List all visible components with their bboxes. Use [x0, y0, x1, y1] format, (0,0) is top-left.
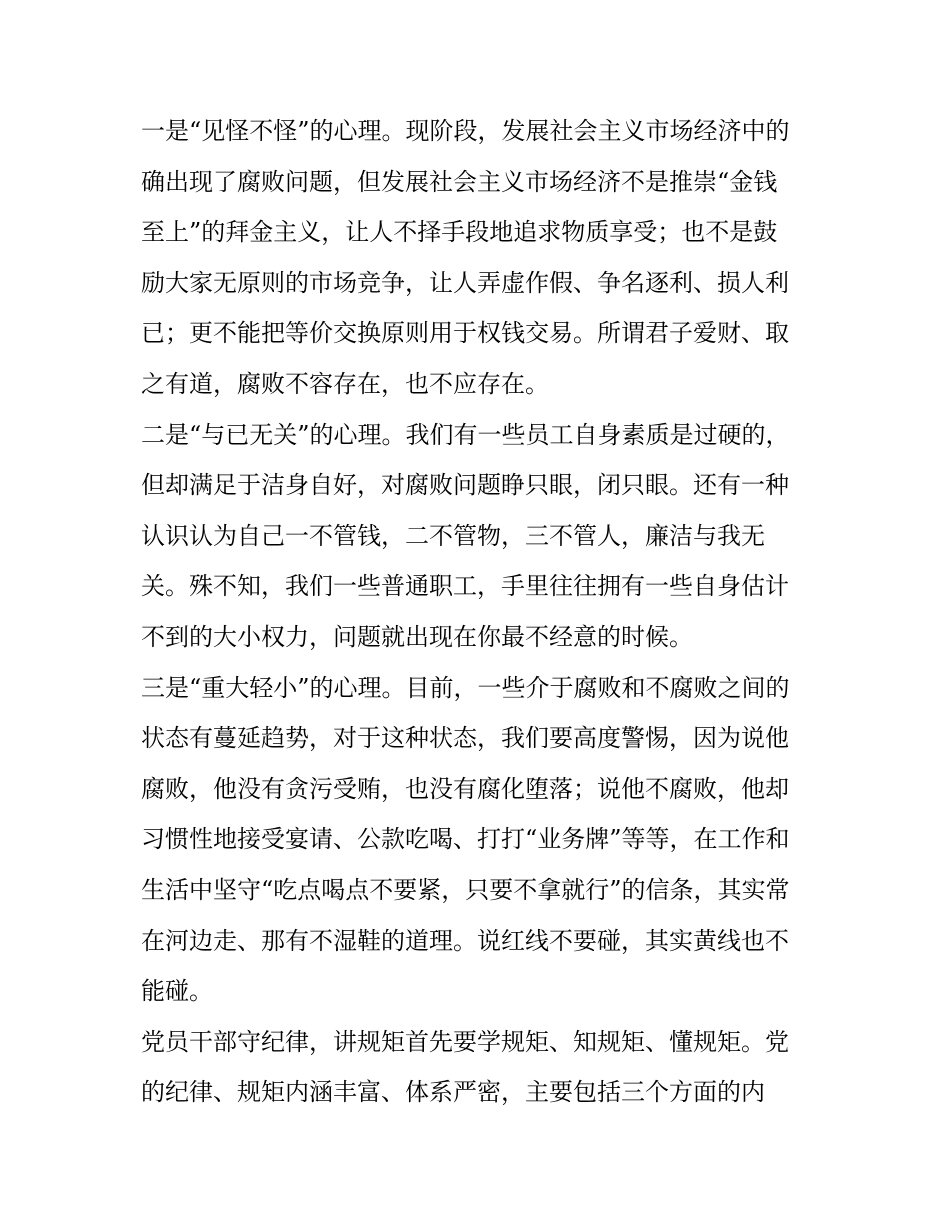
text-line: 党员干部守纪律，讲规矩首先要学规矩、知规矩、懂规矩。党	[141, 1027, 789, 1056]
text-line: 二是“与已无关”的心理。我们有一些员工自身素质是过硬的，	[141, 420, 790, 449]
text-line: 三是“重大轻小”的心理。目前，一些介于腐败和不腐败之间的	[141, 673, 790, 702]
paragraph-4	[141, 1017, 813, 1118]
text-line: 状态有蔓延趋势，对于这种状态，我们要高度警惕，因为说他	[141, 724, 789, 753]
text-line: 习惯性地接受宴请、公款吃喝、打打“业务牌”等等，在工作和	[141, 825, 790, 854]
text-line: 励大家无原则的市场竞争，让人弄虚作假、争名逐利、损人利	[141, 268, 789, 297]
paragraph-2	[141, 410, 813, 663]
text-line: 在河边走、那有不湿鞋的道理。说红线不要碰，其实黄线也不	[141, 926, 789, 955]
text-line: 能碰。	[141, 977, 213, 1006]
document-body	[141, 106, 813, 1118]
text-line: 但却满足于洁身自好，对腐败问题睁只眼，闭只眼。还有一种	[141, 471, 789, 500]
text-line: 腐败，他没有贪污受贿，也没有腐化堕落；说他不腐败，他却	[141, 774, 789, 803]
text-line: 认识认为自己一不管钱，二不管物，三不管人，廉洁与我无	[141, 521, 765, 550]
text-line: 至上”的拜金主义，让人不择手段地追求物质享受；也不是鼓	[141, 218, 778, 247]
text-line: 关。殊不知，我们一些普通职工，手里往往拥有一些自身估计	[141, 572, 789, 601]
text-line: 的纪律、规矩内涵丰富、体系严密，主要包括三个方面的内	[141, 1078, 765, 1107]
text-line: 确出现了腐败问题，但发展社会主义市场经济不是推崇“金钱	[141, 167, 778, 196]
text-line: 已；更不能把等价交换原则用于权钱交易。所谓君子爱财、取	[141, 319, 789, 348]
paragraph-1	[141, 106, 813, 410]
paragraph-3	[141, 663, 813, 1017]
text-line: 一是“见怪不怪”的心理。现阶段，发展社会主义市场经济中的	[141, 117, 790, 145]
text-line: 生活中坚守“吃点喝点不要紧，只要不拿就行”的信条，其实常	[141, 875, 790, 904]
text-line: 不到的大小权力，问题就出现在你最不经意的时候。	[141, 622, 693, 651]
text-line: 之有道，腐败不容存在，也不应存在。	[141, 369, 549, 398]
